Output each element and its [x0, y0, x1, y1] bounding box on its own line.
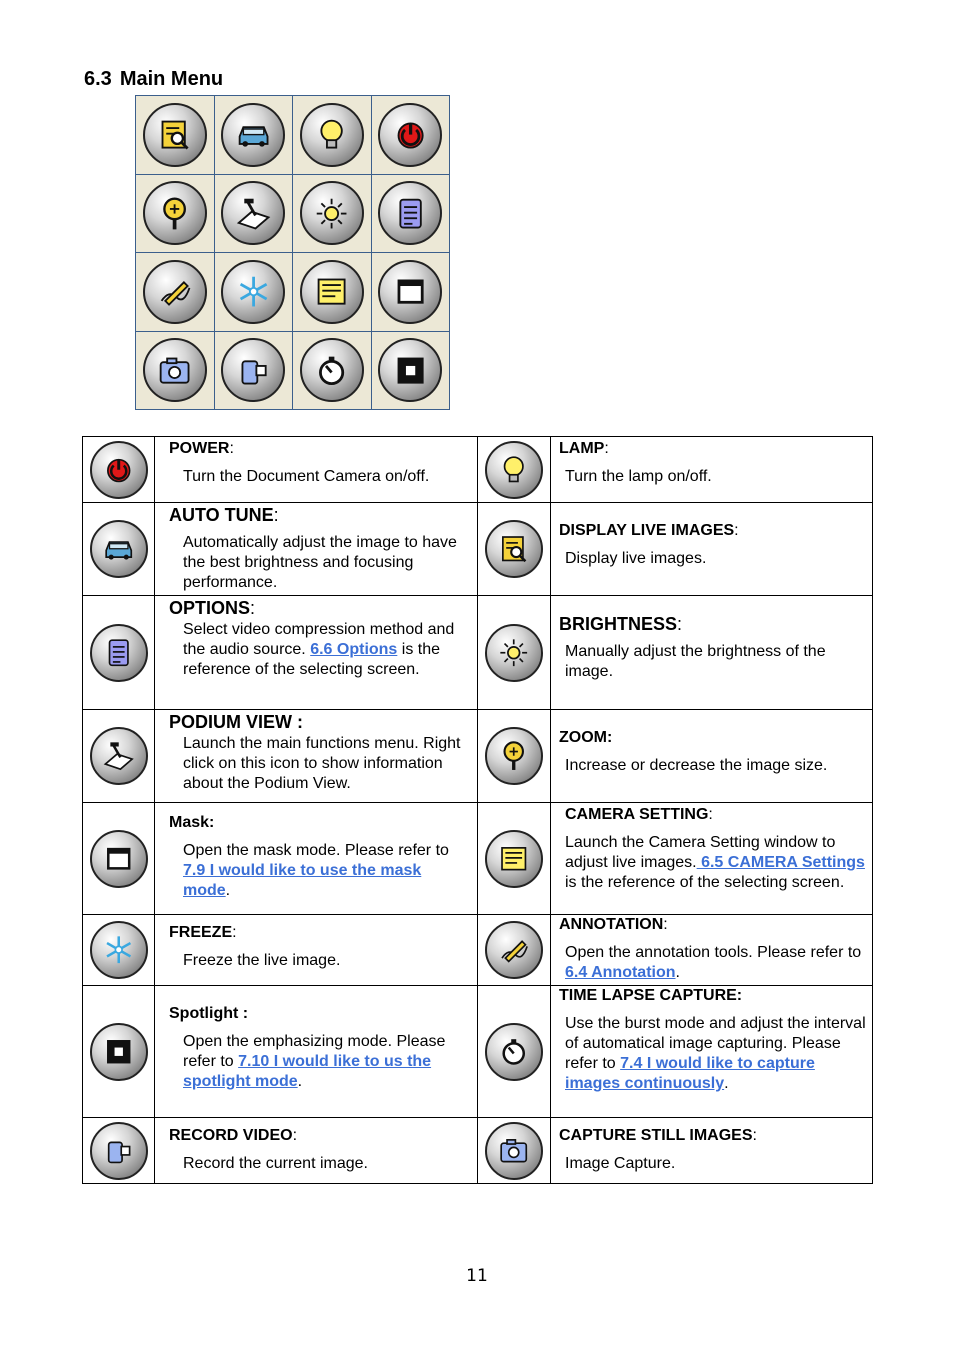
section-number: 6.3	[84, 68, 112, 90]
mask-description: Mask: Open the mask mode. Please refer to 7.9 I would like to use the mask mode.	[155, 803, 478, 915]
spotlight-icon[interactable]	[378, 338, 442, 402]
brightness-icon	[485, 624, 543, 682]
podium-view-text: Launch the main functions menu. Right click on this icon to show information about the Podium View.	[183, 735, 461, 792]
table-row	[83, 803, 873, 915]
display-live-images-icon[interactable]	[143, 103, 207, 167]
freeze-icon	[90, 921, 148, 979]
mask-icon	[90, 830, 148, 888]
table-row	[83, 915, 873, 986]
capture-still-images-icon	[485, 1122, 543, 1180]
auto-tune-icon[interactable]	[221, 103, 285, 167]
capture-still-images-title: CAPTURE STILL IMAGES	[559, 1127, 753, 1144]
podium-view-icon[interactable]	[221, 181, 285, 245]
power-icon	[90, 441, 148, 499]
annotation-description: ANNOTATION: Open the annotation tools. Please refer to 6.4 Annotation.	[551, 915, 873, 986]
lamp-icon	[485, 441, 543, 499]
main-menu-grid	[135, 95, 450, 410]
capture-still-images-icon[interactable]	[143, 338, 207, 402]
display-live-images-title: DISPLAY LIVE IMAGES	[559, 522, 735, 539]
section-title: Main Menu	[119, 68, 224, 90]
zoom-icon[interactable]	[143, 181, 207, 245]
time-lapse-capture-icon	[485, 1023, 543, 1081]
time-lapse-capture-icon[interactable]	[300, 338, 364, 402]
options-icon[interactable]	[378, 181, 442, 245]
zoom-icon	[485, 727, 543, 785]
power-title: POWER	[169, 440, 230, 457]
podium-view-icon	[90, 727, 148, 785]
freeze-description: FREEZE: Freeze the live image.	[155, 915, 478, 986]
record-video-title: RECORD VIDEO	[169, 1127, 293, 1144]
lamp-description: LAMP: Turn the lamp on/off.	[551, 437, 873, 503]
time-lapse-capture-link[interactable]: 7.4 I would like to capture images continuously	[565, 1055, 815, 1092]
capture-still-images-text: Image Capture.	[565, 1155, 676, 1172]
auto-tune-description: AUTO TUNE: Automatically adjust the image to have the best brightness and focusing performance.	[155, 503, 478, 596]
brightness-title: BRIGHTNESS	[559, 614, 678, 634]
time-lapse-capture-description: TIME LAPSE CAPTURE: Use the burst mode and adjust the interval of automatical image capturing. Please refer to 7.4 I would like to capture images continuously.	[551, 986, 873, 1118]
camera-setting-link[interactable]: 6.5 CAMERA Settings	[696, 854, 865, 871]
mask-icon[interactable]	[378, 260, 442, 324]
spotlight-icon	[90, 1023, 148, 1081]
options-description: OPTIONS: Select video compression method and the audio source. 6.6 Options is the reference of the selecting screen.	[155, 596, 478, 710]
freeze-icon[interactable]	[221, 260, 285, 324]
spotlight-description: Spotlight : Open the emphasizing mode. Please refer to 7.10 I would like to us the spotlight mode.	[155, 986, 478, 1118]
annotation-link[interactable]: 6.4 Annotation	[565, 964, 676, 981]
record-video-icon	[90, 1122, 148, 1180]
page-number: 11	[466, 1266, 488, 1286]
power-icon[interactable]	[378, 103, 442, 167]
power-description: POWER: Turn the Document Camera on/off.	[155, 437, 478, 503]
lamp-title: LAMP	[559, 440, 605, 457]
options-link[interactable]: 6.6 Options	[310, 641, 398, 658]
annotation-icon[interactable]	[143, 260, 207, 324]
record-video-icon[interactable]	[221, 338, 285, 402]
function-table	[82, 436, 873, 1184]
lamp-icon[interactable]	[300, 103, 364, 167]
display-live-images-description: DISPLAY LIVE IMAGES: Display live images.	[551, 503, 873, 596]
record-video-text: Record the current image.	[183, 1155, 368, 1172]
auto-tune-text: Automatically adjust the image to have the best brightness and focusing performance.	[183, 534, 457, 591]
brightness-icon[interactable]	[300, 181, 364, 245]
mask-title: Mask:	[169, 814, 215, 831]
mask-link[interactable]: 7.9 I would like to use the mask mode	[183, 862, 422, 899]
annotation-title: ANNOTATION	[559, 916, 664, 933]
freeze-text: Freeze the live image.	[183, 952, 341, 969]
camera-setting-description: CAMERA SETTING: Launch the Camera Setting window to adjust live images. 6.5 CAMERA Settings is the reference of the selecting screen.	[551, 803, 873, 915]
brightness-text: Manually adjust the brightness of the image.	[565, 643, 826, 680]
zoom-title: ZOOM:	[559, 729, 613, 746]
auto-tune-icon	[90, 520, 148, 578]
zoom-description	[551, 710, 873, 803]
podium-view-title: PODIUM VIEW :	[169, 712, 303, 732]
podium-view-description	[155, 710, 478, 803]
section-heading	[84, 68, 231, 91]
display-live-images-icon	[485, 520, 543, 578]
annotation-icon	[485, 921, 543, 979]
spotlight-title: Spotlight :	[169, 1005, 249, 1022]
table-row	[83, 503, 873, 596]
brightness-description: BRIGHTNESS: Manually adjust the brightness of the image.	[551, 596, 873, 710]
table-row	[83, 986, 873, 1118]
table-row	[83, 596, 873, 710]
options-title: OPTIONS	[169, 598, 251, 618]
spotlight-link[interactable]: 7.10 I would like to us the spotlight mode	[183, 1053, 432, 1090]
lamp-text: Turn the lamp on/off.	[565, 468, 712, 485]
options-icon	[90, 624, 148, 682]
zoom-text: Increase or decrease the image size.	[565, 757, 828, 774]
capture-still-images-description: CAPTURE STILL IMAGES: Image Capture.	[551, 1118, 873, 1184]
record-video-description: RECORD VIDEO: Record the current image.	[155, 1118, 478, 1184]
table-row	[83, 437, 873, 503]
time-lapse-capture-title: TIME LAPSE CAPTURE:	[559, 987, 743, 1004]
display-live-images-text: Display live images.	[565, 550, 707, 567]
camera-setting-icon	[485, 830, 543, 888]
auto-tune-title: AUTO TUNE	[169, 505, 274, 525]
power-text: Turn the Document Camera on/off.	[183, 468, 430, 485]
table-row	[83, 1118, 873, 1184]
camera-setting-icon[interactable]	[300, 260, 364, 324]
table-row	[83, 710, 873, 803]
camera-setting-title: CAMERA SETTING	[565, 806, 709, 823]
freeze-title: FREEZE	[169, 924, 233, 941]
